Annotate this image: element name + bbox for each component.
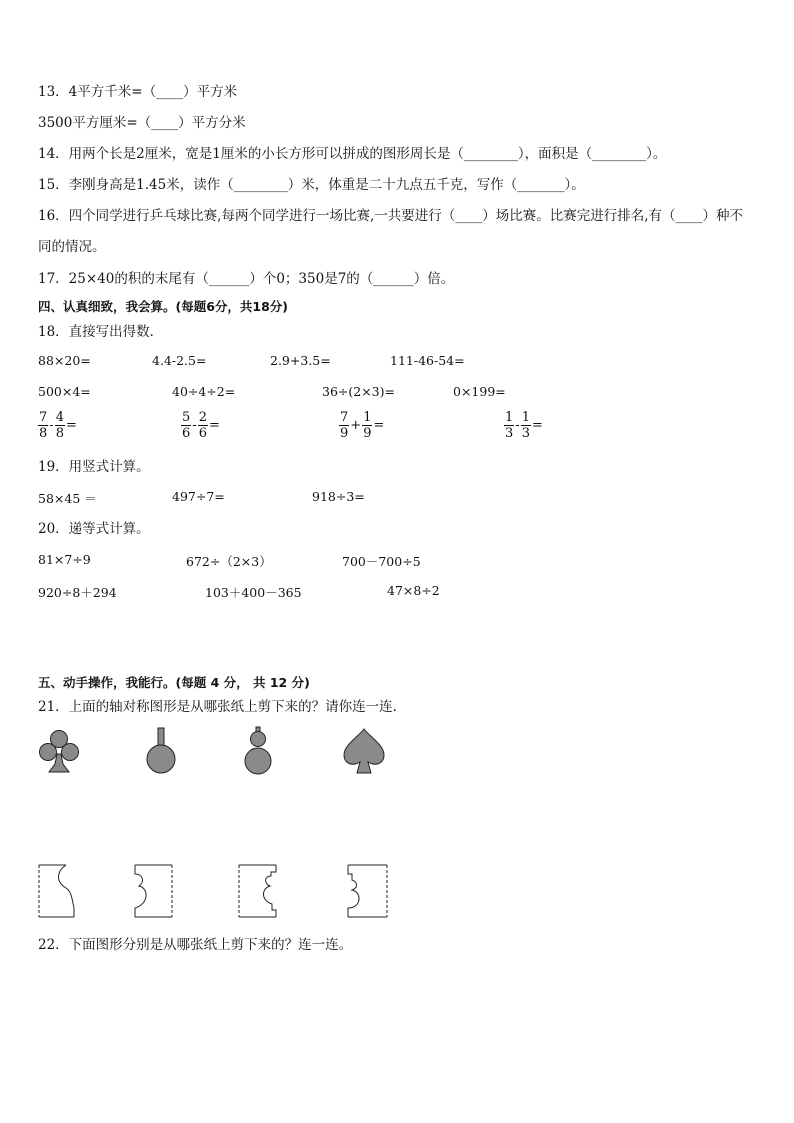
q20-item: 81×7÷9: [38, 552, 91, 567]
operator: -: [515, 418, 520, 433]
q20-item: 672÷（2×3）: [186, 554, 272, 569]
denominator: 6: [182, 426, 191, 441]
q14-text: 14．用两个长是2厘米，宽是1厘米的小长方形可以拼成的图形周长是（________），面积是（________）。: [38, 146, 667, 162]
numerator: 1: [521, 410, 530, 425]
q18-item: 40÷4÷2=: [172, 384, 236, 399]
fraction-problem: [504, 410, 544, 450]
equals-sign: =: [531, 418, 543, 433]
q18-title: 18．直接写出得数．: [38, 324, 164, 340]
q19-item: 497÷7=: [172, 489, 225, 504]
numerator: 5: [182, 410, 191, 425]
equals-sign: =: [65, 418, 77, 433]
q20-item: 47×8÷2: [387, 583, 440, 598]
gourd-paddle-shape-icon: [140, 726, 182, 776]
paper-piece-d-icon: [346, 864, 388, 918]
q19-item: 918÷3=: [312, 489, 365, 504]
numerator: 7: [340, 410, 349, 425]
fraction-problem: [339, 410, 385, 450]
numerator: 1: [363, 410, 372, 425]
q13-line2: 3500平方厘米=（____）平方分米: [38, 115, 246, 131]
numerator: 2: [198, 410, 207, 425]
equals-sign: =: [373, 418, 385, 433]
paper-piece-a-icon: [38, 864, 78, 918]
numerator: 4: [55, 410, 64, 425]
denominator: 8: [39, 426, 48, 441]
fraction-problem: [38, 410, 78, 450]
q18-item: 88×20=: [38, 353, 91, 368]
q18-item: 0×199=: [453, 384, 506, 399]
paper-piece-c-icon: [238, 864, 280, 918]
denominator: 6: [198, 426, 207, 441]
operator: +: [350, 418, 362, 433]
spade-shape-icon: [340, 727, 388, 777]
section4-heading: 四、认真细致，我会算。(每题6分，共18分): [38, 299, 289, 314]
q17-text: 17．25×40的积的末尾有（______）个0；350是7的（______）倍。: [38, 271, 455, 287]
q18-item: 500×4=: [38, 384, 91, 399]
operator: -: [192, 418, 197, 433]
q18-item: 4.4-2.5=: [152, 353, 207, 368]
q22-text: 22．下面图形分别是从哪张纸上剪下来的？连一连。: [38, 937, 353, 953]
denominator: 9: [363, 426, 372, 441]
fraction-problem: [181, 410, 221, 450]
numerator: 7: [39, 410, 48, 425]
numerator: 1: [505, 410, 514, 425]
q18-item: 111-46-54=: [390, 353, 465, 368]
operator: -: [49, 418, 54, 433]
q13-line1: 13．4平方千米=（____）平方米: [38, 84, 238, 100]
q18-item: 36÷(2×3)=: [322, 384, 395, 399]
denominator: 9: [340, 426, 349, 441]
q20-item: 920÷8＋294: [38, 585, 117, 600]
q15-text: 15．李刚身高是1.45米，读作（________）米，体重是二十九点五千克，写作（_______）。: [38, 177, 585, 193]
denominator: 3: [505, 426, 514, 441]
q20-item: 700－700÷5: [342, 554, 421, 569]
denominator: 8: [55, 426, 64, 441]
q21-text: 21．上面的轴对称图形是从哪张纸上剪下来的？请你连一连.: [38, 699, 397, 715]
calabash-shape-icon: [240, 726, 276, 776]
q16-line2: 同的情况。: [38, 239, 106, 255]
q18-item: 2.9+3.5=: [270, 353, 331, 368]
q19-title: 19．用竖式计算。: [38, 459, 150, 475]
denominator: 3: [521, 426, 530, 441]
equals-sign: =: [208, 418, 220, 433]
q19-item: 58×45 ＝: [38, 491, 97, 506]
q16-line1: 16．四个同学进行乒乓球比赛,每两个同学进行一场比赛,一共要进行（____）场比赛。比赛完进行排名,有（____）种不: [38, 208, 744, 224]
q20-item: 103＋400－365: [205, 585, 302, 600]
section5-heading: 五、动手操作，我能行。(每题 4 分， 共 12 分): [38, 675, 310, 690]
paper-piece-b-icon: [133, 864, 173, 918]
club-shape-icon: [36, 728, 82, 774]
q20-title: 20．递等式计算。: [38, 521, 150, 537]
